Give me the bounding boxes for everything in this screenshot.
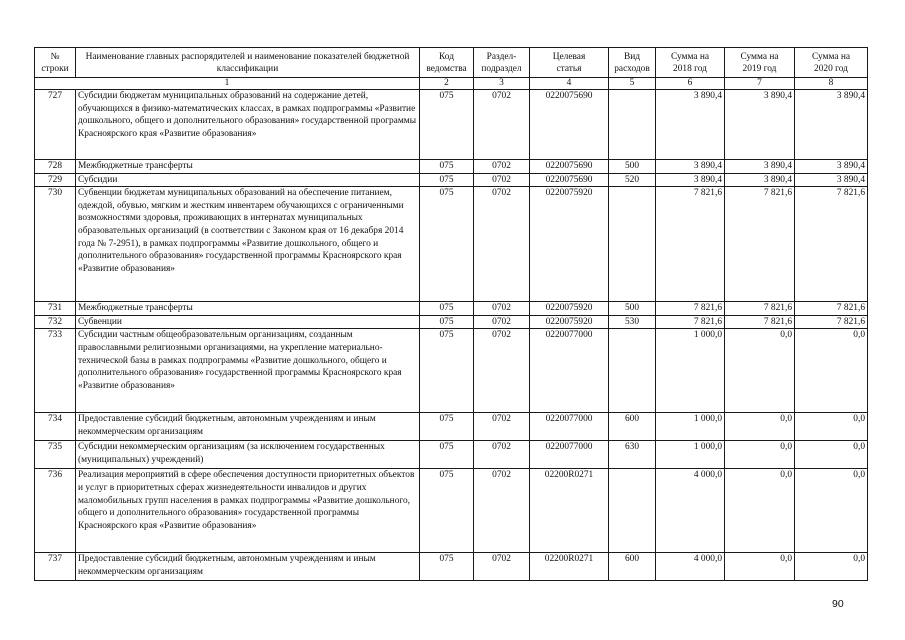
row-sum-2020: 7 821,6 xyxy=(795,187,868,302)
row-sum-2020: 0,0 xyxy=(795,553,868,581)
row-section: 0702 xyxy=(474,469,530,553)
row-section: 0702 xyxy=(474,315,530,329)
row-sum-2019: 3 890,4 xyxy=(725,173,795,187)
row-name: Межбюджетные трансферты xyxy=(76,302,420,316)
col-header-num: № строки xyxy=(35,48,76,78)
row-sum-2019: 7 821,6 xyxy=(725,187,795,302)
row-sum-2019: 0,0 xyxy=(725,441,795,469)
row-sum-2019: 0,0 xyxy=(725,413,795,441)
row-sum-2020: 3 890,4 xyxy=(795,173,868,187)
row-sum-2020: 7 821,6 xyxy=(795,302,868,316)
row-number: 729 xyxy=(35,173,76,187)
row-name: Предоставление субсидий бюджетным, автономным учреждениям и иным некоммерческим организациям xyxy=(76,553,420,581)
row-number: 736 xyxy=(35,469,76,553)
row-name: Межбюджетные трансферты xyxy=(76,160,420,174)
row-kind: 500 xyxy=(609,160,656,174)
page-number: 90 xyxy=(832,598,844,610)
row-sum-2018: 3 890,4 xyxy=(656,173,725,187)
row-target: 0220077000 xyxy=(530,441,609,469)
row-dept-code: 075 xyxy=(420,553,474,581)
col-num-2: 2 xyxy=(420,78,474,90)
table-row xyxy=(35,160,868,174)
table-row xyxy=(35,90,868,160)
row-sum-2020: 3 890,4 xyxy=(795,160,868,174)
table-row xyxy=(35,441,868,469)
row-target: 0220075690 xyxy=(530,90,609,160)
row-section: 0702 xyxy=(474,173,530,187)
header-row xyxy=(35,48,868,78)
row-name: Субсидии некоммерческим организациям (за исключением государственных (муниципальных) учреждений) xyxy=(76,441,420,469)
col-header-section: Раздел- подраздел xyxy=(474,48,530,78)
row-section: 0702 xyxy=(474,329,530,413)
col-header-dept: Код ведомства xyxy=(420,48,474,78)
row-number: 734 xyxy=(35,413,76,441)
row-sum-2020: 0,0 xyxy=(795,413,868,441)
row-sum-2020: 0,0 xyxy=(795,329,868,413)
row-sum-2019: 0,0 xyxy=(725,469,795,553)
row-name: Субсидии бюджетам муниципальных образований на содержание детей, обучающихся в физико-математических классах, в рамках подпрограммы «Развитие дошкольного, общего и дополнительного образования» государственной программы Красноярского края «Развитие образования» xyxy=(76,90,420,160)
col-num-4: 4 xyxy=(530,78,609,90)
col-num-1: 1 xyxy=(35,78,420,90)
row-kind: 520 xyxy=(609,173,656,187)
row-dept-code: 075 xyxy=(420,173,474,187)
row-sum-2018: 4 000,0 xyxy=(656,553,725,581)
row-sum-2020: 7 821,6 xyxy=(795,315,868,329)
table-row xyxy=(35,553,868,581)
row-number: 728 xyxy=(35,160,76,174)
row-target: 0220075690 xyxy=(530,173,609,187)
row-name: Субсидии xyxy=(76,173,420,187)
row-number: 731 xyxy=(35,302,76,316)
row-kind: 600 xyxy=(609,413,656,441)
row-sum-2019: 3 890,4 xyxy=(725,160,795,174)
col-num-5: 5 xyxy=(609,78,656,90)
row-target: 0220075920 xyxy=(530,187,609,302)
row-section: 0702 xyxy=(474,187,530,302)
row-section: 0702 xyxy=(474,302,530,316)
row-sum-2020: 3 890,4 xyxy=(795,90,868,160)
row-name: Предоставление субсидий бюджетным, автономным учреждениям и иным некоммерческим организациям xyxy=(76,413,420,441)
row-target: 0220075690 xyxy=(530,160,609,174)
row-target: 02200R0271 xyxy=(530,553,609,581)
col-num-6: 6 xyxy=(656,78,725,90)
row-number: 733 xyxy=(35,329,76,413)
column-number-row xyxy=(35,78,868,90)
row-target: 0220075920 xyxy=(530,315,609,329)
table-row xyxy=(35,187,868,302)
row-kind xyxy=(609,187,656,302)
row-section: 0702 xyxy=(474,553,530,581)
col-header-2019: Сумма на 2019 год xyxy=(725,48,795,78)
row-kind: 600 xyxy=(609,553,656,581)
row-sum-2019: 7 821,6 xyxy=(725,302,795,316)
table-row xyxy=(35,302,868,316)
row-sum-2018: 7 821,6 xyxy=(656,302,725,316)
row-kind xyxy=(609,469,656,553)
row-target: 0220075920 xyxy=(530,302,609,316)
row-dept-code: 075 xyxy=(420,441,474,469)
row-number: 732 xyxy=(35,315,76,329)
row-section: 0702 xyxy=(474,90,530,160)
row-kind: 500 xyxy=(609,302,656,316)
row-sum-2019: 0,0 xyxy=(725,553,795,581)
row-target: 0220077000 xyxy=(530,329,609,413)
budget-table xyxy=(34,47,868,581)
row-kind: 530 xyxy=(609,315,656,329)
row-name: Субсидии частным общеобразовательным организациям, созданным православными религиозными организациями, на укрепление материально-технической базы в рамках подпрограммы «Развитие дошкольного, общего и дополнительного образования» государственной программы Красноярского края «Развитие образования» xyxy=(76,329,420,413)
row-sum-2018: 3 890,4 xyxy=(656,160,725,174)
col-num-7: 7 xyxy=(725,78,795,90)
row-dept-code: 075 xyxy=(420,315,474,329)
row-sum-2018: 1 000,0 xyxy=(656,329,725,413)
row-dept-code: 075 xyxy=(420,413,474,441)
row-sum-2020: 0,0 xyxy=(795,441,868,469)
row-name: Субвенции xyxy=(76,315,420,329)
row-number: 730 xyxy=(35,187,76,302)
row-sum-2019: 7 821,6 xyxy=(725,315,795,329)
row-target: 02200R0271 xyxy=(530,469,609,553)
row-sum-2018: 7 821,6 xyxy=(656,187,725,302)
table-row xyxy=(35,315,868,329)
row-number: 735 xyxy=(35,441,76,469)
table-row xyxy=(35,413,868,441)
table-row xyxy=(35,469,868,553)
row-number: 737 xyxy=(35,553,76,581)
row-dept-code: 075 xyxy=(420,302,474,316)
col-header-name: Наименование главных распорядителей и наименование показателей бюджетной классификации xyxy=(76,48,420,78)
col-header-2020: Сумма на 2020 год xyxy=(795,48,868,78)
row-sum-2018: 1 000,0 xyxy=(656,413,725,441)
row-section: 0702 xyxy=(474,160,530,174)
row-name: Реализация мероприятий в сфере обеспечения доступности приоритетных объектов и услуг в приоритетных сферах жизнедеятельности инвалидов и других маломобильных групп населения в рамках подпрограммы «Развитие дошкольного, общего и дополнительного образования» государственной программы Красноярского края «Развитие образования» xyxy=(76,469,420,553)
col-header-target: Целевая статья xyxy=(530,48,609,78)
table-row xyxy=(35,329,868,413)
row-sum-2019: 3 890,4 xyxy=(725,90,795,160)
row-kind xyxy=(609,90,656,160)
row-target: 0220077000 xyxy=(530,413,609,441)
col-num-8: 8 xyxy=(795,78,868,90)
row-dept-code: 075 xyxy=(420,90,474,160)
col-header-2018: Сумма на 2018 год xyxy=(656,48,725,78)
col-num-3: 3 xyxy=(474,78,530,90)
row-name: Субвенции бюджетам муниципальных образований на обеспечение питанием, одеждой, обувью, мягким и жестким инвентарем обучающихся с ограниченными возможностями здоровья, проживающих в интернатах муниципальных образовательных организаций (в соответствии с Законом края от 16 декабря 2014 года № 7-2951), в рамках подпрограммы «Развитие дошкольного, общего и дополнительного образования» государственной программы Красноярского края «Развитие образования» xyxy=(76,187,420,302)
row-kind xyxy=(609,329,656,413)
row-dept-code: 075 xyxy=(420,187,474,302)
row-sum-2018: 7 821,6 xyxy=(656,315,725,329)
table-row xyxy=(35,173,868,187)
row-section: 0702 xyxy=(474,441,530,469)
row-sum-2018: 1 000,0 xyxy=(656,441,725,469)
row-sum-2020: 0,0 xyxy=(795,469,868,553)
col-header-kind: Вид расходов xyxy=(609,48,656,78)
row-dept-code: 075 xyxy=(420,160,474,174)
row-sum-2018: 3 890,4 xyxy=(656,90,725,160)
row-dept-code: 075 xyxy=(420,469,474,553)
row-number: 727 xyxy=(35,90,76,160)
row-sum-2019: 0,0 xyxy=(725,329,795,413)
row-sum-2018: 4 000,0 xyxy=(656,469,725,553)
row-kind: 630 xyxy=(609,441,656,469)
row-dept-code: 075 xyxy=(420,329,474,413)
row-section: 0702 xyxy=(474,413,530,441)
